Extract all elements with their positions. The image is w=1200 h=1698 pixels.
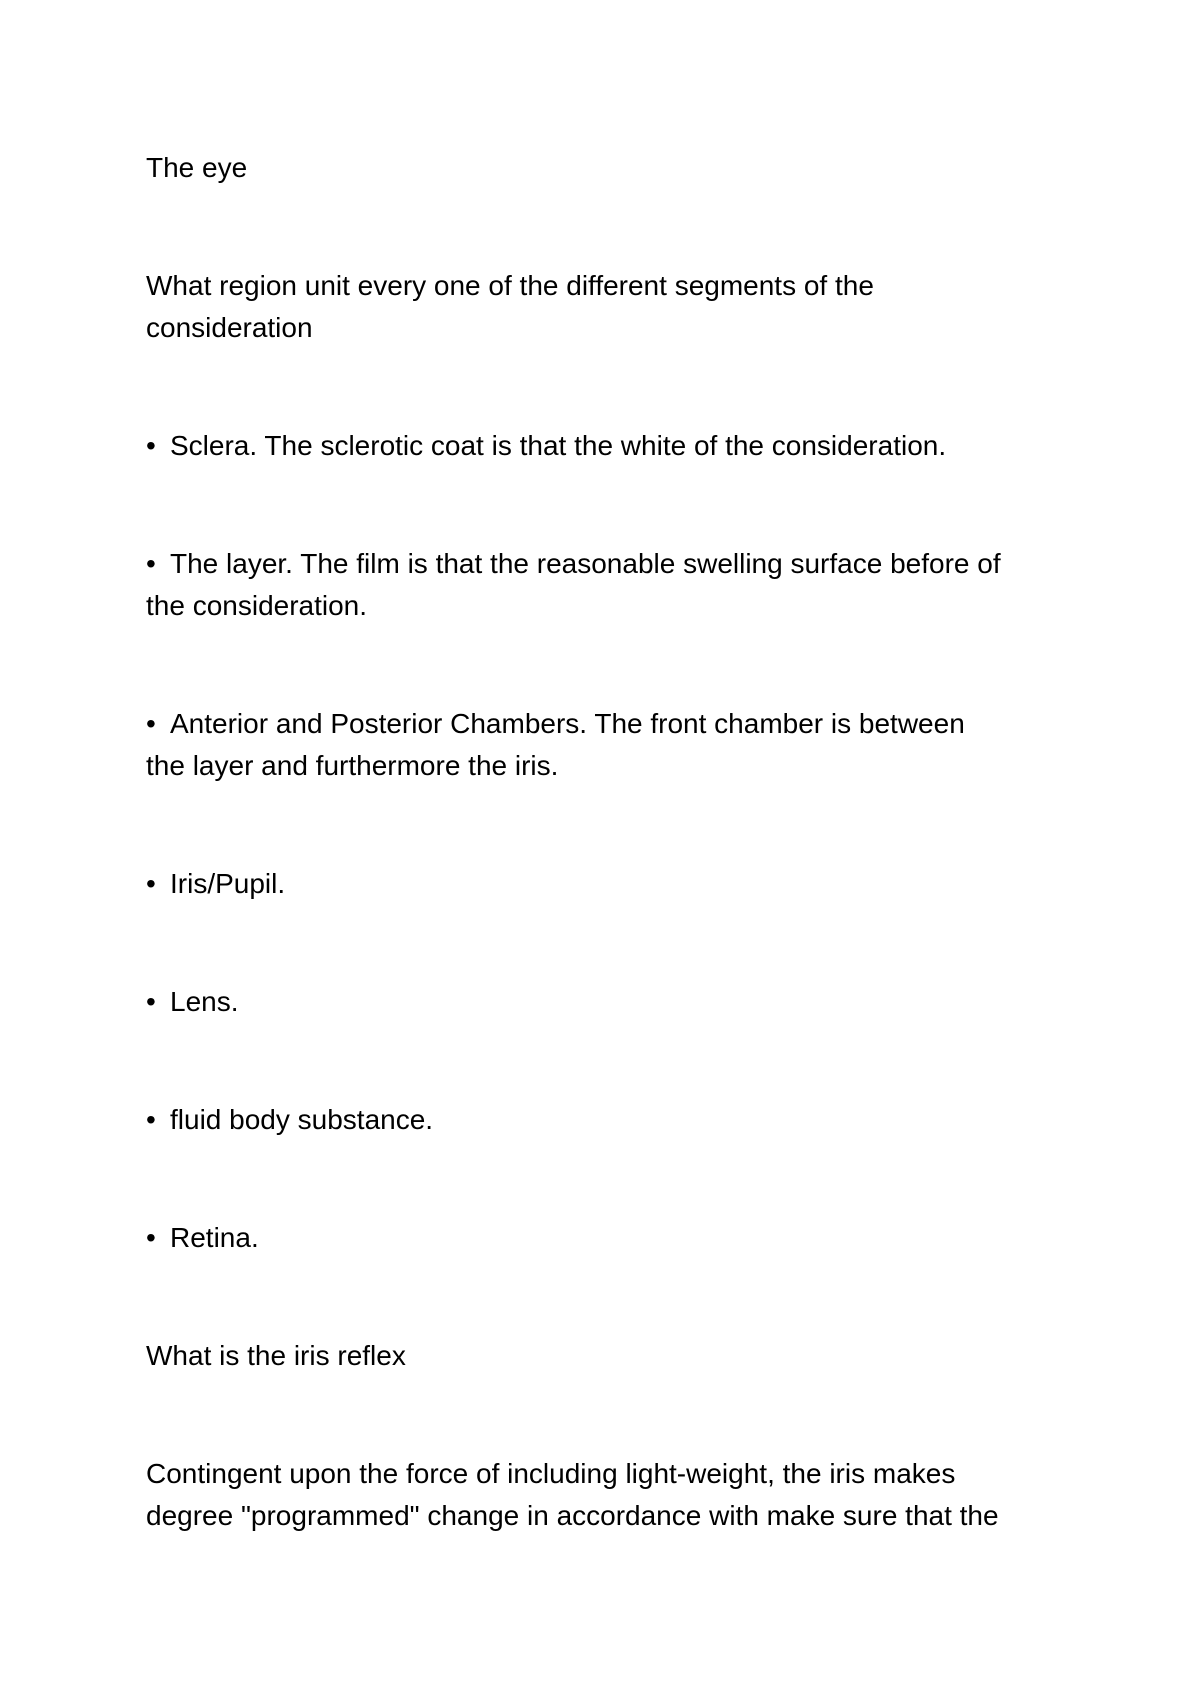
bullet-text: Retina.	[170, 1222, 259, 1253]
bullet-icon: •	[146, 1222, 156, 1253]
bullet-icon: •	[146, 868, 156, 899]
bullet-icon: •	[146, 708, 156, 739]
bullet-item-lens	[146, 981, 239, 1023]
bullet-text: Lens.	[170, 986, 239, 1017]
bullet-text: Sclera. The sclerotic coat is that the white of the consideration.	[170, 430, 947, 461]
bullet-item-layer	[146, 543, 1001, 585]
bullet-text: Anterior and Posterior Chambers. The front chamber is between	[170, 708, 965, 739]
bullet-text: fluid body substance.	[170, 1104, 434, 1135]
bullet-item-sclera	[146, 425, 946, 467]
bullet-icon: •	[146, 986, 156, 1017]
bullet-icon: •	[146, 548, 156, 579]
bullet-item-chambers-continuation: the layer and furthermore the iris.	[146, 750, 559, 781]
bullet-text: Iris/Pupil.	[170, 868, 286, 899]
bullet-item-retina	[146, 1217, 259, 1259]
answer-paragraph-line-1: Contingent upon the force of including light-weight, the iris makes	[146, 1458, 956, 1489]
bullet-item-chambers	[146, 703, 965, 745]
bullet-item-fluid-body	[146, 1099, 433, 1141]
bullet-item-layer-continuation: the consideration.	[146, 590, 368, 621]
question-heading-line-2: consideration	[146, 312, 313, 343]
answer-paragraph-line-2: degree "programmed" change in accordance with make sure that the	[146, 1500, 999, 1531]
bullet-text: The layer. The film is that the reasonable swelling surface before of	[170, 548, 1001, 579]
bullet-item-iris-pupil	[146, 863, 285, 905]
bullet-icon: •	[146, 1104, 156, 1135]
page-title: The eye	[146, 152, 248, 183]
question-heading-line-1: What region unit every one of the different segments of the	[146, 270, 874, 301]
bullet-icon: •	[146, 430, 156, 461]
question-iris-reflex: What is the iris reflex	[146, 1340, 406, 1371]
